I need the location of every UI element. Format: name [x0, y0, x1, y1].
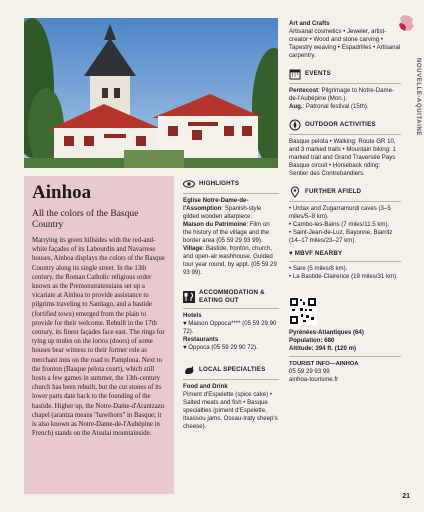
food-label: Food and Drink: [183, 383, 228, 390]
divider: [183, 379, 279, 380]
mbvf-item: • Sare (5 miles/8 km).: [289, 265, 348, 272]
qr-code-icon[interactable]: [289, 297, 317, 325]
article-body: Marrying its green hillsides with the red-and-white façades of its Labourdin and Navarrese houses, Ainhoa displays the colors of the Basque Country along its single street. In the 13th century, the Roman Catholic religious order known as the Premonstratensians set up a vicariate at Ainhoa to provide assistance to pilgrims traveling to Santiago, and a bastide (fortified town) emerged from the plain to provide for their welcome. Rebuilt in the 17th century, its finest façades face east. The rings for tying up mules on the lorios (doors) of some houses bear witness to their former role as merchant inns on the road to Pamplona. Next to the fronton (Basque pelota court), which still hosts a few games in summer, the 13th-century church has been rebuilt, but the cut stones of its lower parts date back to the founding of the bastide. Higher up, the Notre-Dame-d'Arantzazu chapel (arantza means "hawthorn" in Basque; it is also known as Notre-Dame-de-l'Aubépine in French) stands on the Atsulai mountainside.: [32, 237, 165, 438]
eye-icon: [183, 178, 195, 190]
afield-item: • Urdax and Zugarramurdi caves (3–5 miles/5–8 km).: [289, 205, 391, 220]
food-text: Piment d'Espelette (spice cake) • Salted meats and fish • Basque specialties (piment d'Espelette, Itxassou jams, Ossau-Iraty sheep's cheese).: [183, 391, 278, 430]
tourist-heading: TOURIST INFO—AINHOA: [289, 361, 359, 367]
tourist-web[interactable]: ainhoa-tourisme.fr: [289, 376, 339, 383]
afield-item: • Saint-Jean-de-Luz, Bayonne, Biarritz (14–17 miles/23–27 km).: [289, 229, 393, 244]
map-pin-icon: [289, 186, 301, 198]
highlight-item: Eglise Notre-Dame-de-l'Assomption: Spanish-style gilded wooden altarpiece.: [183, 197, 262, 220]
stats-population: Population: 680: [289, 337, 335, 344]
divider: [289, 261, 401, 262]
outdoor-heading: OUTDOOR ACTIVITIES: [289, 119, 401, 131]
event-pentecost: Pentecost: Pilgrimage to Notre-Dame-de-l'Aubépine (Mon.).: [289, 87, 394, 102]
hotel-entry: ♥ Maison Oppoca**** (05 59 29 90 72).: [183, 320, 277, 335]
compass-icon: [289, 119, 301, 131]
accommodation-heading: ACCOMMODATION & EATING OUT: [183, 289, 279, 305]
france-map-icon: [398, 14, 416, 32]
qr-row: [289, 297, 401, 325]
hotels-label: Hotels: [183, 312, 202, 319]
rooster-icon: [183, 364, 195, 376]
column-middle: [183, 178, 279, 431]
afield-heading: FURTHER AFIELD: [289, 186, 401, 198]
divider: [183, 193, 279, 194]
divider: [289, 83, 401, 84]
region-tab: NOUVELLE-AQUITAINE: [415, 57, 421, 137]
calendar-icon: [289, 68, 301, 80]
events-heading: EVENTS: [289, 68, 401, 80]
village-photo: [24, 18, 278, 168]
stats-dept: Pyrénées-Atlantiques (64): [289, 329, 364, 336]
article-subtitle: All the colors of the Basque Country: [32, 209, 139, 230]
specialties-heading: LOCAL SPECIALTIES: [183, 364, 279, 376]
highlight-item: Maison du Patrimoine: Film on the history of the village and the border area (05 59 29 93 99).: [183, 221, 270, 244]
mbvf-heading: ♥ MBVF NEARBY: [289, 250, 343, 257]
stats-altitude: Altitude: 394 ft. (120 m): [289, 345, 357, 352]
highlight-item: Village: Bastide, fronton, church, and open-air washhouse. Guided tour year round, by appt. (05 59 29 93 99).: [183, 245, 277, 276]
outdoor-text: Basque pelota • Walking: Route GR 10, and 3 marked trails • Mountain biking: 1 marked trail and Grand Traversée Pays Basque circuit • Horseback riding: Sentier des Contrebandiers.: [289, 138, 396, 177]
tourist-phone: 05 59 29 93 99: [289, 368, 330, 375]
cutlery-icon: [183, 291, 195, 303]
arts-text: Artisanal cosmetics • Jeweler, artist-creator • Wood and stone carving • Tapestry weaving • Espadrilles • Artisanal carpentry.: [289, 28, 401, 59]
afield-item: • Cambo-les-Bains (7 miles/11.5 km).: [289, 221, 390, 228]
event-august: Aug.: Patronal festival (15th).: [289, 103, 369, 110]
divider: [183, 308, 279, 309]
article-title: Ainhoa: [32, 182, 92, 203]
divider: [289, 356, 401, 357]
arts-label: Art and Crafts: [289, 20, 330, 27]
column-right: [289, 20, 401, 384]
article-box: [24, 176, 174, 494]
divider: [289, 201, 401, 202]
restaurants-label: Restaurants: [183, 336, 219, 343]
restaurant-entry: ♥ Oppoca (05 59 29 90 72).: [183, 344, 258, 351]
page-number: 21: [402, 493, 410, 500]
highlights-heading: HIGHLIGHTS: [183, 178, 279, 190]
mbvf-item: • La Bastide-Clairence (19 miles/31 km).: [289, 273, 398, 280]
divider: [289, 134, 401, 135]
